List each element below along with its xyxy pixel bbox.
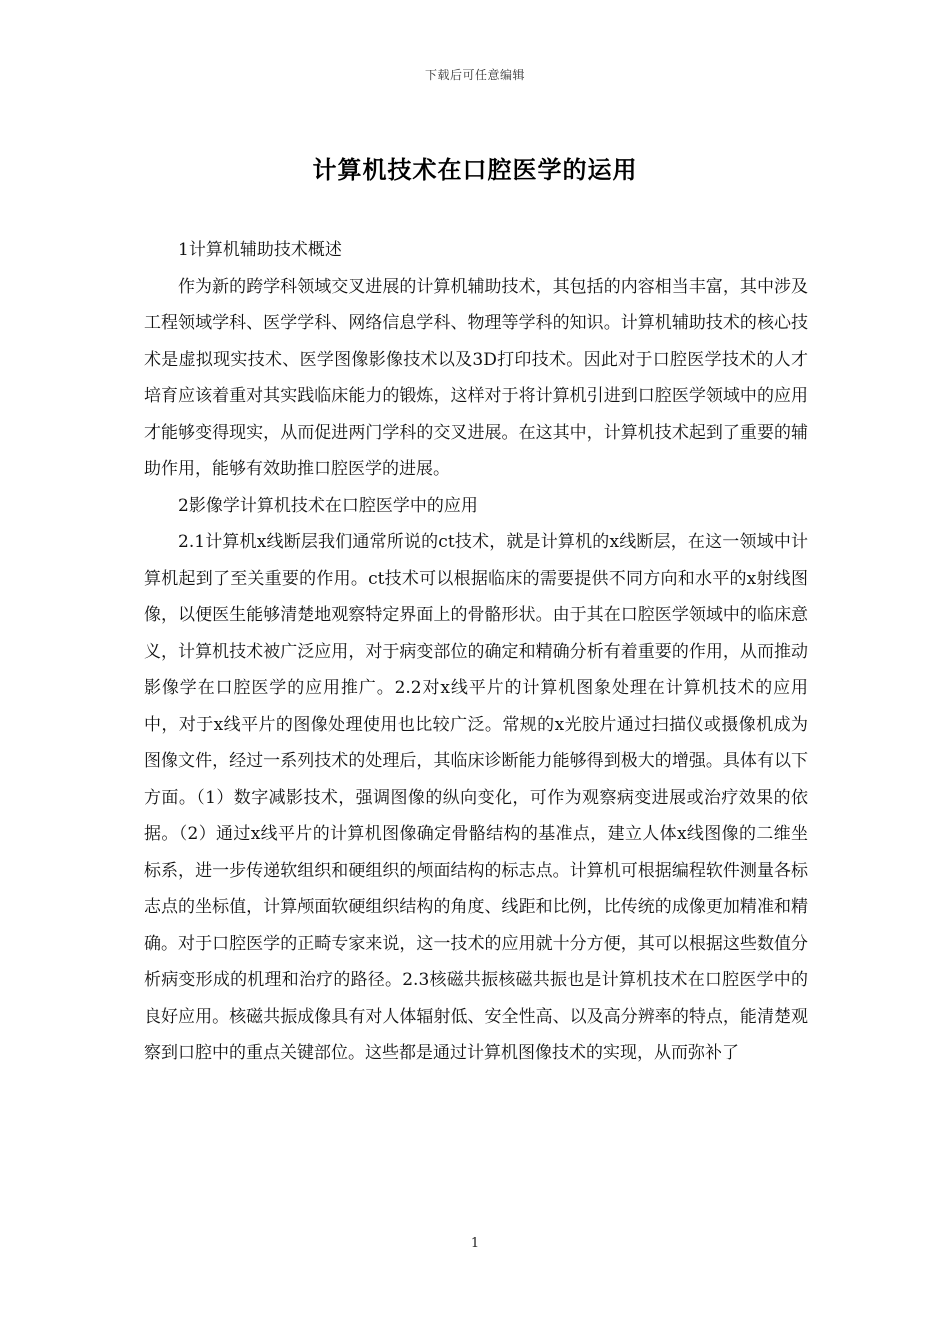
- page-number: 1: [470, 1236, 480, 1251]
- paragraph-overview: 作为新的跨学科领域交叉进展的计算机辅助技术，其包括的内容相当丰富，其中涉及工程领域学科、医学学科、网络信息学科、物理等学科的知识。计算机辅助技术的核心技术是虚拟现实技术、医学图像影像技术以及3D打印技术。因此对于口腔医学技术的人才培育应该着重对其实践临床能力的锻炼，这样对于将计算机引进到口腔医学领域中的应用才能够变得现实，从而促进两门学科的交叉进展。在这其中，计算机技术起到了重要的辅助作用，能够有效助推口腔医学的进展。: [144, 276, 808, 479]
- document-body: [144, 232, 808, 1072]
- section-heading-2: 2影像学计算机技术在口腔医学中的应用: [178, 495, 478, 516]
- section-heading-1: 1计算机辅助技术概述: [178, 240, 342, 260]
- paragraph-imaging: 2.1计算机x线断层我们通常所说的ct技术，就是计算机的x线断层，在这一领域中计算机起到了至关重要的作用。ct技术可以根据临床的需要提供不同方向和水平的x射线图像，以便医生能够清楚地观察特定界面上的骨骼形状。由于其在口腔医学领域中的临床意义，计算机技术被广泛应用，对于病变部位的确定和精确分析有着重要的作用，从而推动影像学在口腔医学的应用推广。2.2对x线平片的计算机图象处理在计算机技术的应用中，对于x线平片的图像处理使用也比较广泛。常规的x光胶片通过扫描仪或摄像机成为图像文件，经过一系列技术的处理后，其临床诊断能力能够得到极大的增强。具体有以下方面。（1）数字减影技术，强调图像的纵向变化，可作为观察病变进展或治疗效果的依据。（2）通过x线平片的计算机图像确定骨骼结构的基准点，建立人体x线图像的二维坐标系，进一步传递软组织和硬组织的颅面结构的标志点。计算机可根据编程软件测量各标志点的坐标值，计算颅面软硬组织结构的角度、线距和比例，比传统的成像更加精准和精确。对于口腔医学的正畸专家来说，这一技术的应用就十分方便，其可以根据这些数值分析病变形成的机理和治疗的路径。2.3核磁共振核磁共振也是计算机技术在口腔医学中的良好应用。核磁共振成像具有对人体辐射低、安全性高、以及高分辨率的特点，能清楚观察到口腔中的重点关键部位。这些都是通过计算机图像技术的实现，从而弥补了: [144, 532, 808, 1063]
- document-title: 计算机技术在口腔医学的运用: [312, 156, 638, 184]
- page-header-note: 下载后可任意编辑: [424, 68, 525, 82]
